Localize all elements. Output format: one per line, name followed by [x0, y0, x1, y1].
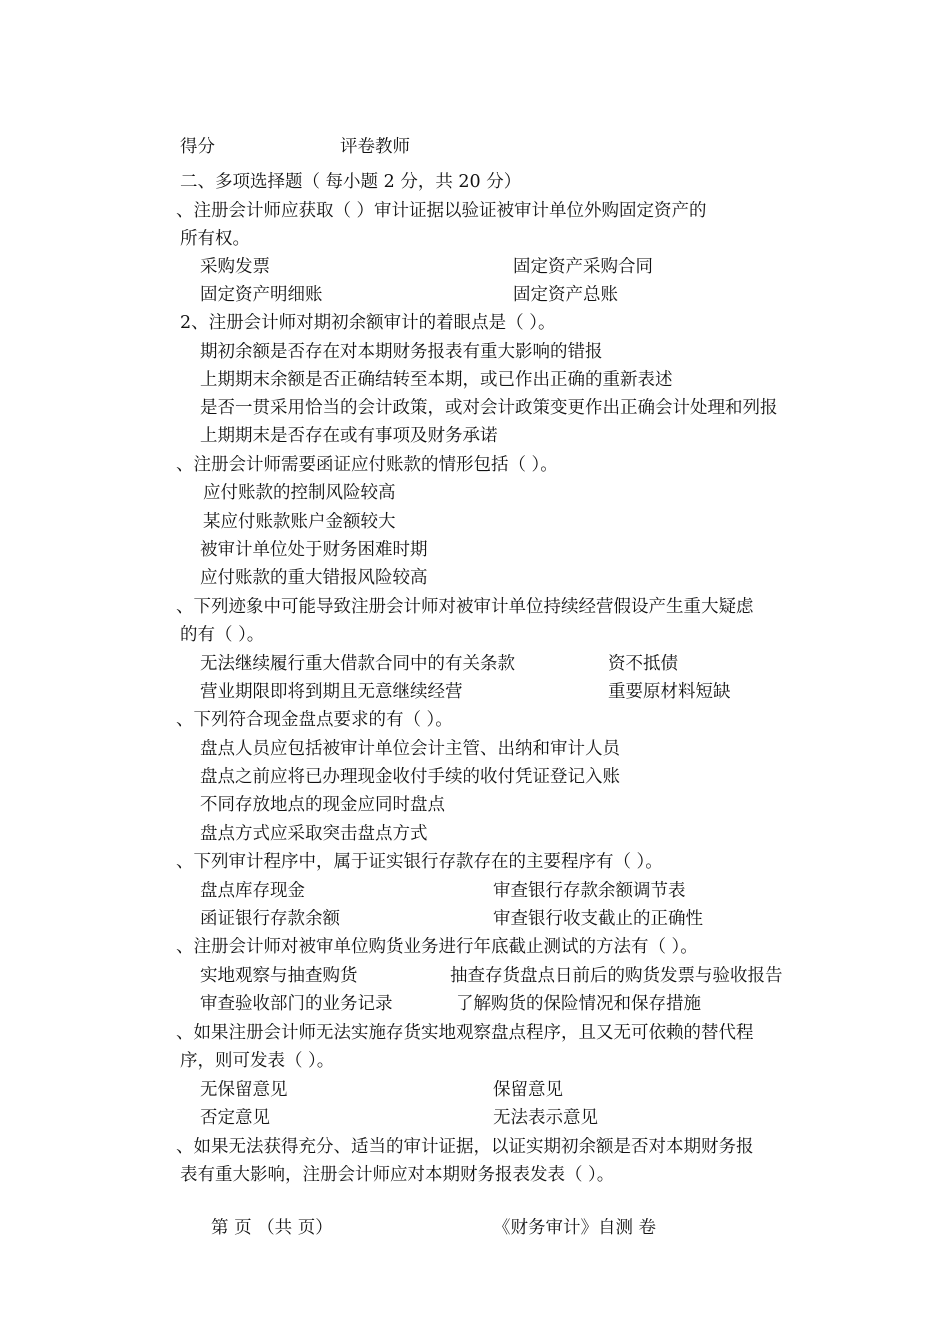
option: 审查验收部门的业务记录	[200, 994, 393, 1014]
option: 审查银行收支截止的正确性	[493, 909, 703, 929]
option: 固定资产明细账	[200, 285, 323, 305]
option: 营业期限即将到期且无意继续经营	[200, 682, 463, 702]
option: 了解购货的保险情况和保存措施	[456, 994, 701, 1014]
option: 实地观察与抽查购货	[200, 966, 358, 986]
option: 抽查存货盘点日前后的购货发票与验收报告	[450, 966, 783, 986]
option: 固定资产采购合同	[513, 257, 653, 277]
option: 无保留意见	[200, 1080, 288, 1100]
option: 采购发票	[200, 257, 270, 277]
option: 保留意见	[493, 1080, 563, 1100]
page-number-label: 第 页 （共 页）	[211, 1218, 333, 1238]
option: 否定意见	[200, 1108, 270, 1128]
score-label: 得分	[180, 137, 215, 157]
option: 审查银行存款余额调节表	[493, 881, 686, 901]
option: 函证银行存款余额	[200, 909, 340, 929]
grader-label: 评卷教师	[340, 137, 410, 157]
option: 无法表示意见	[493, 1108, 598, 1128]
option: 无法继续履行重大借款合同中的有关条款	[200, 654, 515, 674]
exam-title-label: 《财务审计》自测 卷	[493, 1218, 657, 1238]
option: 重要原材料短缺	[608, 682, 731, 702]
option: 盘点库存现金	[200, 881, 305, 901]
option: 资不抵债	[608, 654, 678, 674]
option: 固定资产总账	[513, 285, 618, 305]
